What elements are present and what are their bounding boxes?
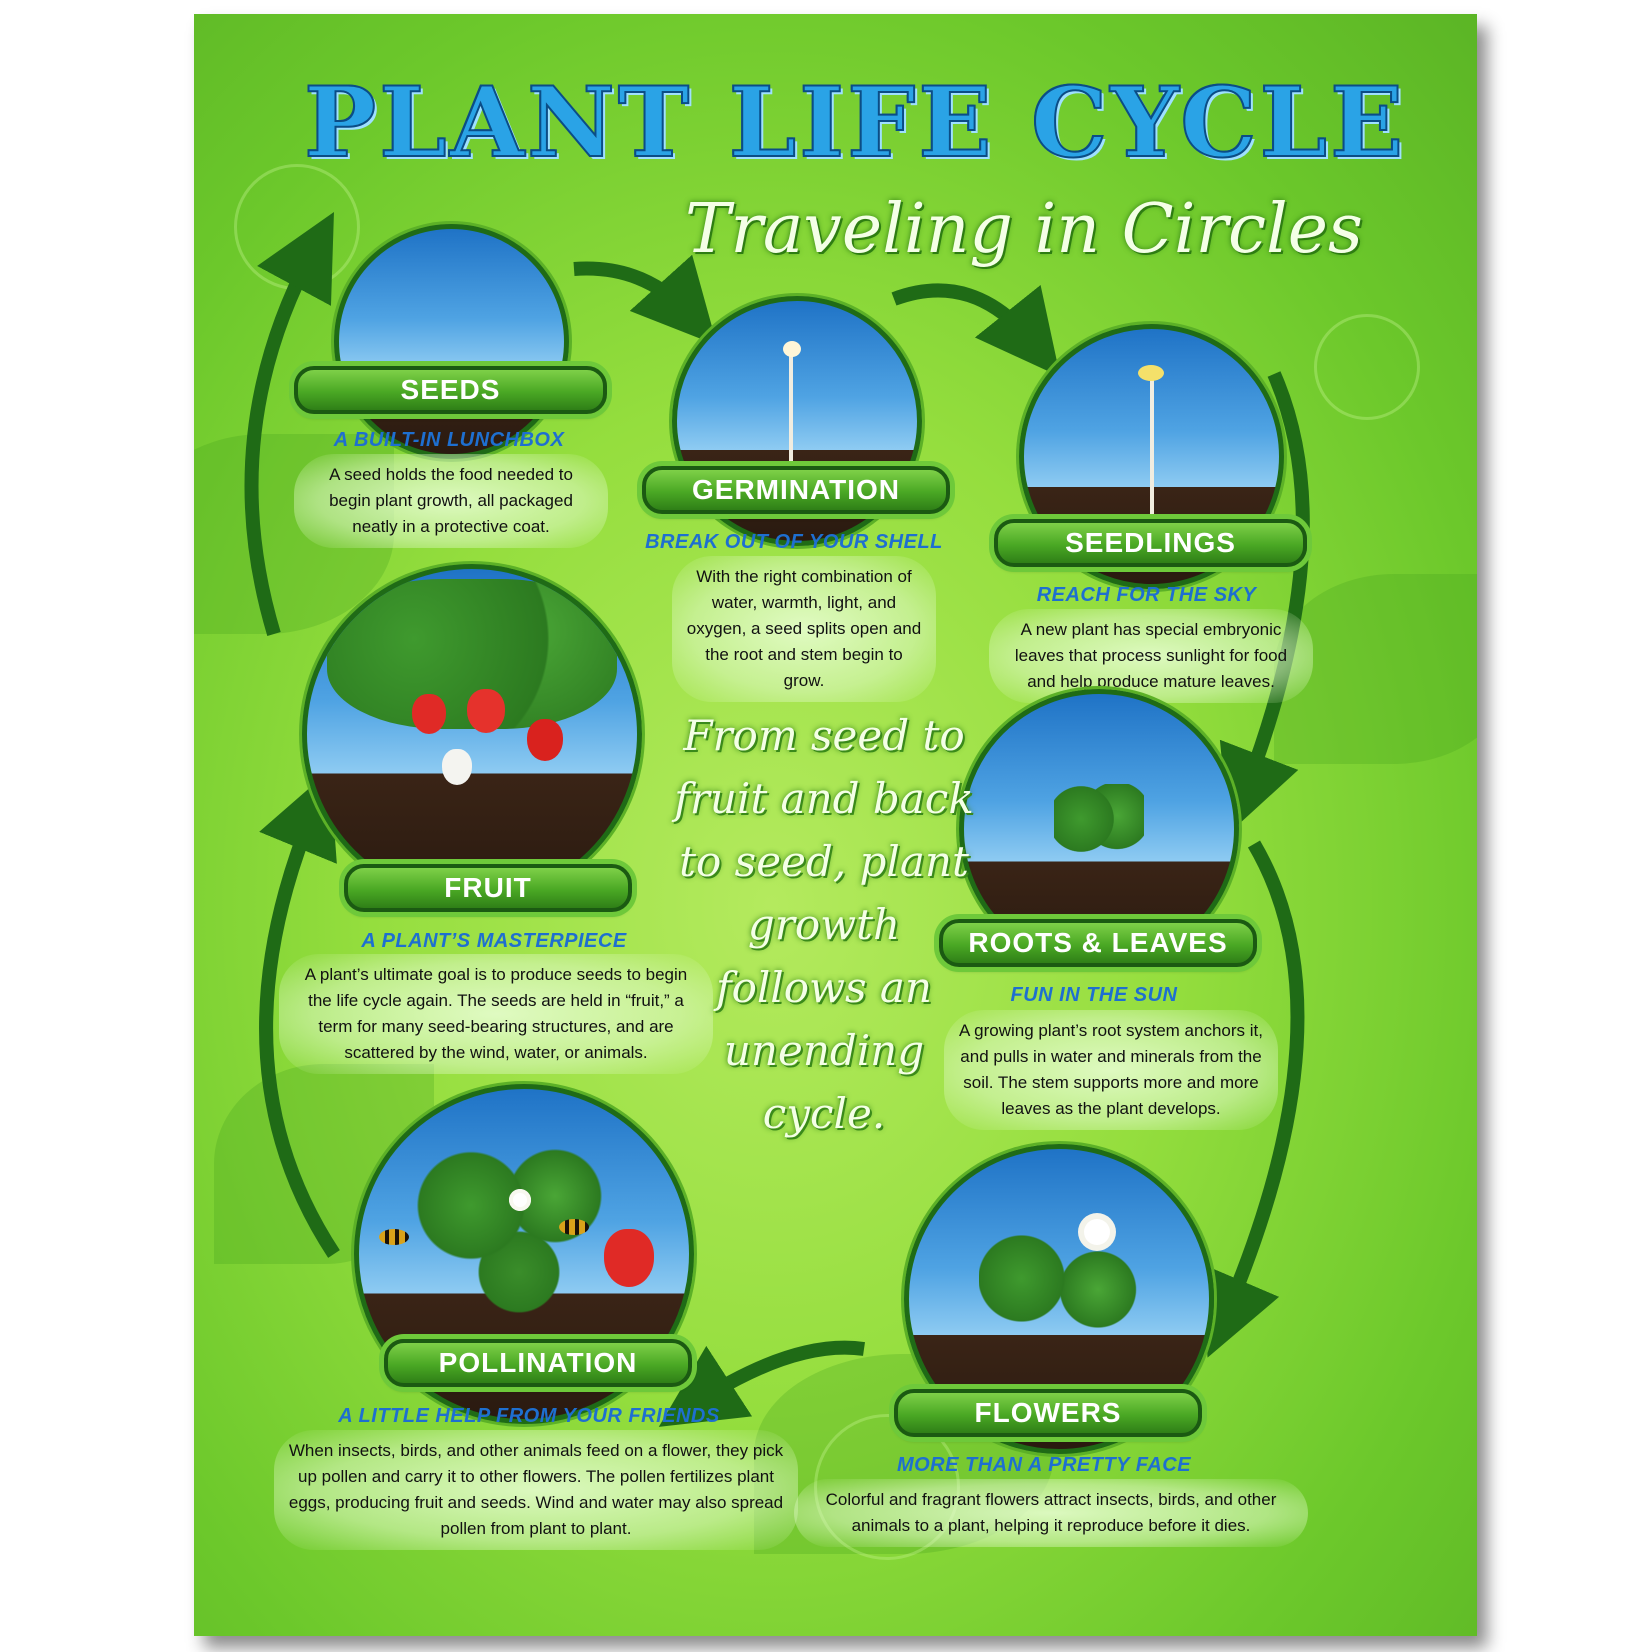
- center-message: From seed to fruit and back to seed, plant growth follows an unending cycle.: [674, 711, 974, 1138]
- strawberry-image: [442, 749, 472, 785]
- seedlings-tagline: REACH FOR THE SKY: [1036, 584, 1257, 606]
- poster-subtitle: Traveling in Circles: [685, 190, 1363, 269]
- strawberry-image: [467, 689, 505, 733]
- seeds-tagline: A BUILT-IN LUNCHBOX: [333, 429, 565, 451]
- flowers-description: Colorful and fragrant flowers attract insects, birds, and other animals to a plant, helping it reproduce before it dies.: [794, 1479, 1308, 1547]
- seedlings-description: A new plant has special embryonic leaves that process sunlight for food and help produce mature leaves.: [989, 609, 1313, 703]
- flower-image: [1084, 1219, 1110, 1245]
- strawberry-image: [604, 1229, 654, 1287]
- roots-leaves-tagline: FUN IN THE SUN: [1010, 984, 1178, 1006]
- cycle-arrow-icon: [894, 290, 1034, 344]
- sprout-image: [1138, 365, 1164, 381]
- fruit-banner: FRUIT: [344, 864, 632, 912]
- pollination-tagline: A LITTLE HELP FROM YOUR FRIENDS: [338, 1405, 720, 1427]
- germination-description: With the right combination of water, warmth, light, and oxygen, a seed splits open and the root and stem begin to grow.: [672, 556, 936, 702]
- flowers-banner: FLOWERS: [894, 1389, 1202, 1437]
- seeds-image: [334, 224, 569, 459]
- fruit-description: A plant’s ultimate goal is to produce seeds to begin the life cycle again. The seeds are held in “fruit,” a term for many seed-bearing structures, and are scattered by the wind, water, or animals.: [279, 954, 713, 1074]
- cycle-arrow-icon: [694, 1348, 864, 1404]
- fruit-image: [302, 564, 642, 904]
- germination-banner: GERMINATION: [642, 466, 950, 514]
- bee-image: [559, 1219, 589, 1235]
- plant-image: [979, 1229, 1149, 1339]
- seedlings-banner: SEEDLINGS: [994, 519, 1307, 567]
- seeds-banner: SEEDS: [294, 366, 607, 414]
- sprout-image: [789, 351, 793, 461]
- poster: [194, 14, 1477, 1636]
- sprout-image: [1150, 377, 1154, 527]
- strawberry-image: [527, 719, 563, 761]
- strawberry-image: [412, 694, 446, 734]
- plant-image: [399, 1139, 639, 1329]
- sprout-image: [783, 341, 801, 357]
- flowers-tagline: MORE THAN A PRETTY FACE: [896, 1454, 1192, 1476]
- poster-title: PLANT LIFE CYCLE: [304, 66, 1407, 179]
- pollination-description: When insects, birds, and other animals feed on a flower, they pick up pollen and carry it to other flowers. The pollen fertilizes plant eggs, producing fruit and seeds. Wind and water may also spread pollen from plant to plant.: [274, 1430, 798, 1550]
- roots-leaves-banner: ROOTS & LEAVES: [939, 919, 1257, 967]
- pollination-banner: POLLINATION: [384, 1339, 692, 1387]
- seeds-description: A seed holds the food needed to begin plant growth, all packaged neatly in a protective coat.: [294, 454, 608, 548]
- roots-leaves-description: A growing plant’s root system anchors it, and pulls in water and minerals from the soil. The stem supports more and more leaves as the plant develops.: [944, 1010, 1278, 1130]
- bee-image: [379, 1229, 409, 1245]
- germination-tagline: BREAK OUT OF YOUR SHELL: [645, 531, 943, 553]
- plant-image: [1054, 784, 1144, 854]
- fruit-tagline: A PLANT’S MASTERPIECE: [361, 930, 627, 952]
- flower-image: [509, 1189, 531, 1211]
- cycle-arrow-icon: [574, 269, 689, 314]
